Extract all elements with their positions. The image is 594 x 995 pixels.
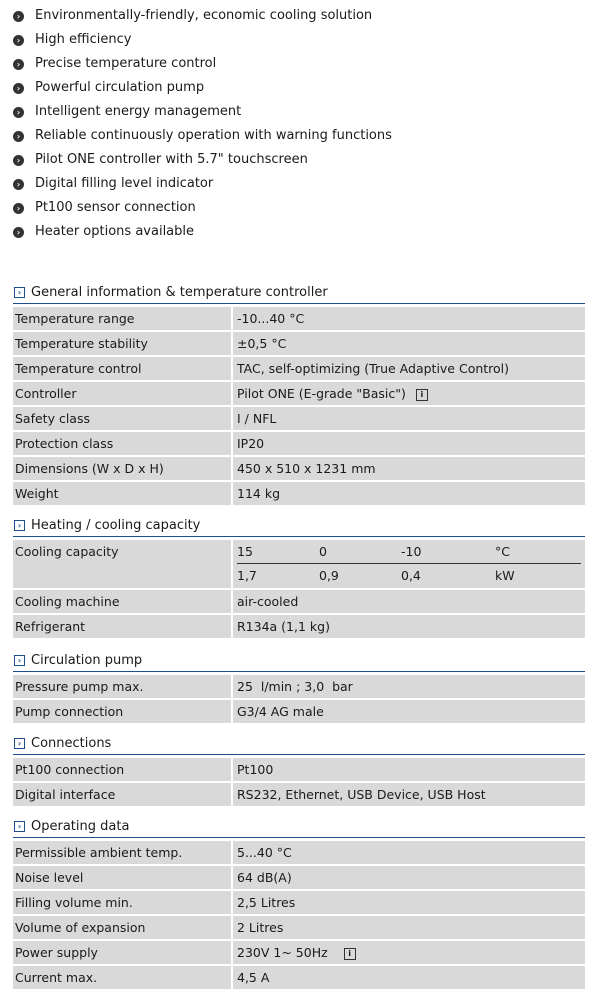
- bullet-icon: [13, 11, 24, 22]
- section-header-link[interactable]: › Operating data: [13, 815, 585, 838]
- bullet-icon: [13, 107, 24, 118]
- table-row: Temperature range -10...40 °C: [13, 307, 585, 332]
- table-row: Protection class IP20: [13, 432, 585, 457]
- section-header-link[interactable]: › Heating / cooling capacity: [13, 514, 585, 537]
- bullet-icon: [13, 227, 24, 238]
- section-header-link[interactable]: › Circulation pump: [13, 649, 585, 672]
- table-row: Digital interface RS232, Ethernet, USB Device, USB Host: [13, 783, 585, 808]
- section-header-link[interactable]: › General information & temperature controller: [13, 281, 585, 304]
- feature-item: › High efficiency: [13, 28, 392, 52]
- table-row: Permissible ambient temp. 5...40 °C: [13, 841, 585, 866]
- feature-item: › Reliable continuously operation with warning functions: [13, 124, 392, 148]
- table-row: Pt100 connection Pt100: [13, 758, 585, 783]
- table-row: Refrigerant R134a (1,1 kg): [13, 615, 585, 640]
- table-row: Safety class I / NFL: [13, 407, 585, 432]
- table-row: Temperature stability ±0,5 °C: [13, 332, 585, 357]
- feature-item: › Precise temperature control: [13, 52, 392, 76]
- feature-item: › Heater options available: [13, 220, 392, 244]
- table-row: Filling volume min. 2,5 Litres: [13, 891, 585, 916]
- table-row: Noise level 64 dB(A): [13, 866, 585, 891]
- capacity-value-row: 1,7 0,9 0,4 kW: [237, 568, 515, 583]
- feature-list: [13, 4, 392, 244]
- table-row: Pressure pump max. 25 l/min ; 3,0 bar: [13, 675, 585, 700]
- arrow-box-icon: [14, 520, 25, 531]
- bullet-icon: [13, 59, 24, 70]
- arrow-box-icon: [14, 821, 25, 832]
- feature-item: › Powerful circulation pump: [13, 76, 392, 100]
- table-row: Temperature control TAC, self-optimizing (True Adaptive Control): [13, 357, 585, 382]
- section-general: [13, 281, 585, 507]
- table-row: Power supply 230V 1~ 50Hz i: [13, 941, 585, 966]
- bullet-icon: [13, 155, 24, 166]
- table-row: Current max. 4,5 A: [13, 966, 585, 991]
- table-row: Dimensions (W x D x H) 450 x 510 x 1231 mm: [13, 457, 585, 482]
- info-icon[interactable]: i: [416, 389, 428, 401]
- table-row: Controller Pilot ONE (E-grade "Basic") i: [13, 382, 585, 407]
- feature-item: › Pilot ONE controller with 5.7" touchscreen: [13, 148, 392, 172]
- section-heating-cooling: [13, 514, 585, 640]
- table-row: Weight 114 kg: [13, 482, 585, 507]
- capacity-temp-row: 15 0 -10 °C: [237, 540, 581, 564]
- bullet-icon: [13, 35, 24, 46]
- arrow-box-icon: [14, 738, 25, 749]
- bullet-icon: [13, 203, 24, 214]
- bullet-icon: [13, 179, 24, 190]
- feature-item: › Intelligent energy management: [13, 100, 392, 124]
- arrow-box-icon: [14, 287, 25, 298]
- table-row: Cooling machine air-cooled: [13, 590, 585, 615]
- bullet-icon: [13, 131, 24, 142]
- feature-item: › Environmentally-friendly, economic cooling solution: [13, 4, 392, 28]
- section-header-link[interactable]: › Connections: [13, 732, 585, 755]
- bullet-icon: [13, 83, 24, 94]
- info-icon[interactable]: i: [344, 948, 356, 960]
- section-circulation-pump: [13, 649, 585, 725]
- section-operating-data: [13, 815, 585, 991]
- feature-item: › Digital filling level indicator: [13, 172, 392, 196]
- table-row: Pump connection G3/4 AG male: [13, 700, 585, 725]
- feature-item: › Pt100 sensor connection: [13, 196, 392, 220]
- capacity-table: [233, 540, 585, 588]
- table-row: Volume of expansion 2 Litres: [13, 916, 585, 941]
- section-connections: [13, 732, 585, 808]
- table-row-cooling-capacity: Cooling capacity 15 0 -10 °C 1,7 0,9 0,4 kW: [13, 540, 585, 590]
- arrow-box-icon: [14, 655, 25, 666]
